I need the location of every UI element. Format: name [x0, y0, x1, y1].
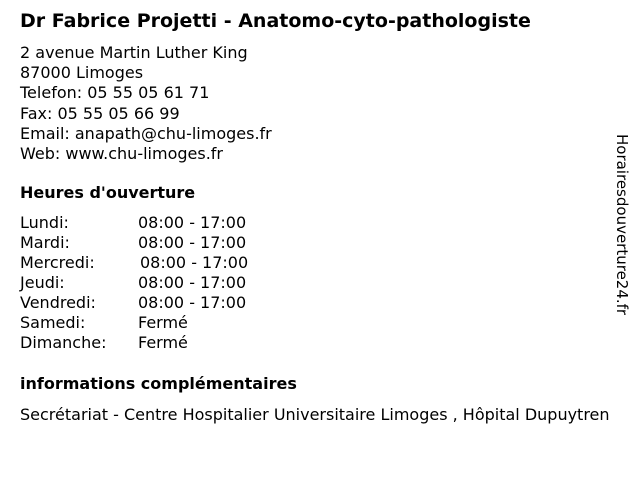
hours-day-label: Mardi: [20, 233, 70, 252]
hours-day-label: Lundi: [20, 213, 69, 232]
hours-time-value: 08:00 - 17:00 [138, 273, 247, 292]
additional-info-heading: informations complémentaires [20, 374, 297, 393]
hours-time-value: Fermé [138, 333, 188, 352]
contact-block [20, 43, 272, 164]
hours-time-value: 08:00 - 17:00 [138, 213, 247, 232]
hours-time-value: 08:00 - 17:00 [138, 233, 247, 252]
watermark-text: Horairesdouverture24.fr [613, 134, 631, 316]
address-city: 87000 Limoges [20, 63, 144, 83]
opening-hours-heading: Heures d'ouverture [20, 183, 196, 202]
site-watermark [611, 134, 633, 344]
hours-time-value: 08:00 - 17:00 [138, 293, 247, 312]
page-title: Dr Fabrice Projetti - Anatomo-cyto-pathologiste [20, 10, 531, 32]
hours-day-label: Samedi: [20, 313, 86, 332]
fax-number: Fax: 05 55 05 66 99 [20, 103, 180, 123]
hours-day-label: Dimanche: [20, 333, 107, 352]
email-address: Email: anapath@chu-limoges.fr [20, 123, 272, 143]
address-street: 2 avenue Martin Luther King [20, 43, 248, 62]
website-address: Web: www.chu-limoges.fr [20, 143, 223, 163]
hours-time-value: Fermé [138, 313, 188, 332]
hours-day-label: Vendredi: [20, 293, 96, 312]
hours-day-label: Mercredi: [20, 253, 95, 272]
phone-number: Telefon: 05 55 05 61 71 [20, 83, 210, 103]
hours-time-value: 08:00 - 17:00 [140, 253, 249, 272]
hours-day-label: Jeudi: [20, 273, 65, 292]
additional-info-text: Secrétariat - Centre Hospitalier Universitaire Limoges , Hôpital Dupuytren [20, 405, 610, 424]
